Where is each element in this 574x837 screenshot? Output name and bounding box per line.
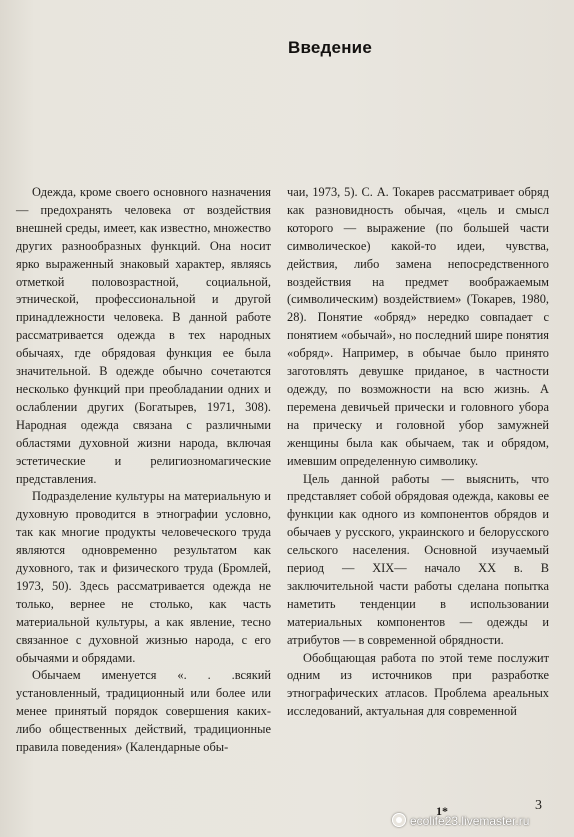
page-title: Введение	[288, 38, 372, 57]
watermark	[392, 813, 529, 828]
watermark-logo-icon	[392, 813, 406, 827]
page-number: 3	[535, 798, 542, 813]
right-text-column	[287, 184, 549, 721]
paragraph: Обобщающая работа по этой теме послужит одним из источников при разработке этнографических атласов. Проблема ареальных исследований, актуальная для современной	[287, 650, 549, 719]
paragraph: чаи, 1973, 5). С. А. Токарев рассматривает обряд как разновидность обычая, «цель и смысл которого — выражение (по большей части символическое) какой-то идеи, чувства, действия, либо замена непосредственного воздействия на предмет воображаемым (символическим) воздействием» (Токарев, 1980, 28). Понятие «обряд» нередко совпадает с понятием «обычай», но последний шире понятия «обряд». Например, в обычае было принято заготовлять девушке приданое, в частности одежду, по возможности на всю жизнь. А перемена девичьей прически и головного убора на прическу и головной убор замужней женщины была как обычаем, так и обрядом, имевшим определенную символику.	[287, 185, 549, 468]
paragraph: Обычаем именуется «. . .всякий установленный, традиционный или более или менее принятый порядок совершения каких-либо общественных действий, традиционные правила поведения» (Календарные обы-	[16, 668, 271, 755]
paragraph: Подразделение культуры на материальную и духовную проводится в этнографии условно, так как многие продукты человеческого труда являются одновременно результатом как духовного, так и физического труда (Бромлей, 1973, 50). Здесь рассматривается одежда не только, вернее не столько, как часть материальной культуры, а как явление, тесно связанное с духовной жизнью народа, с его обычаями и обрядами.	[16, 489, 271, 665]
left-text-column	[16, 184, 271, 757]
signature-mark: 1*	[436, 804, 448, 818]
watermark-text: ecolife23.livemaster.ru	[410, 814, 530, 828]
paragraph: Цель данной работы — выяснить, что представляет собой обрядовая одежда, каковы ее функции как одного из компонентов обрядов и обычаев у русского, украинского и белорусского сельского населения. Основной изучаемый период — XIX— начало XX в. В заключительной части работы сделана попытка наметить тенденции в использовании материальных компонентов — одежды и атрибутов — в современной обрядности.	[287, 471, 549, 647]
paragraph: Одежда, кроме своего основного назначения — предохранять человека от воздействия внешней среды, имеет, как известно, множество других разнообразных функций. Она носит ярко выраженный знаковый характер, являясь отметкой половозрастной, социальной, этнической, профессиональной и другой принадлежности человека. В данной работе рассматривается одежда в тех народных обычаях, где обрядовая функция ее была значительной. В одежде обычно сочетаются несколько функций при преобладании одних и ослаблении других (Богатырев, 1971, 308). Народная одежда связана с различными областями духовной жизни народа, включая эстетические и религиозномагические представления.	[16, 185, 271, 486]
